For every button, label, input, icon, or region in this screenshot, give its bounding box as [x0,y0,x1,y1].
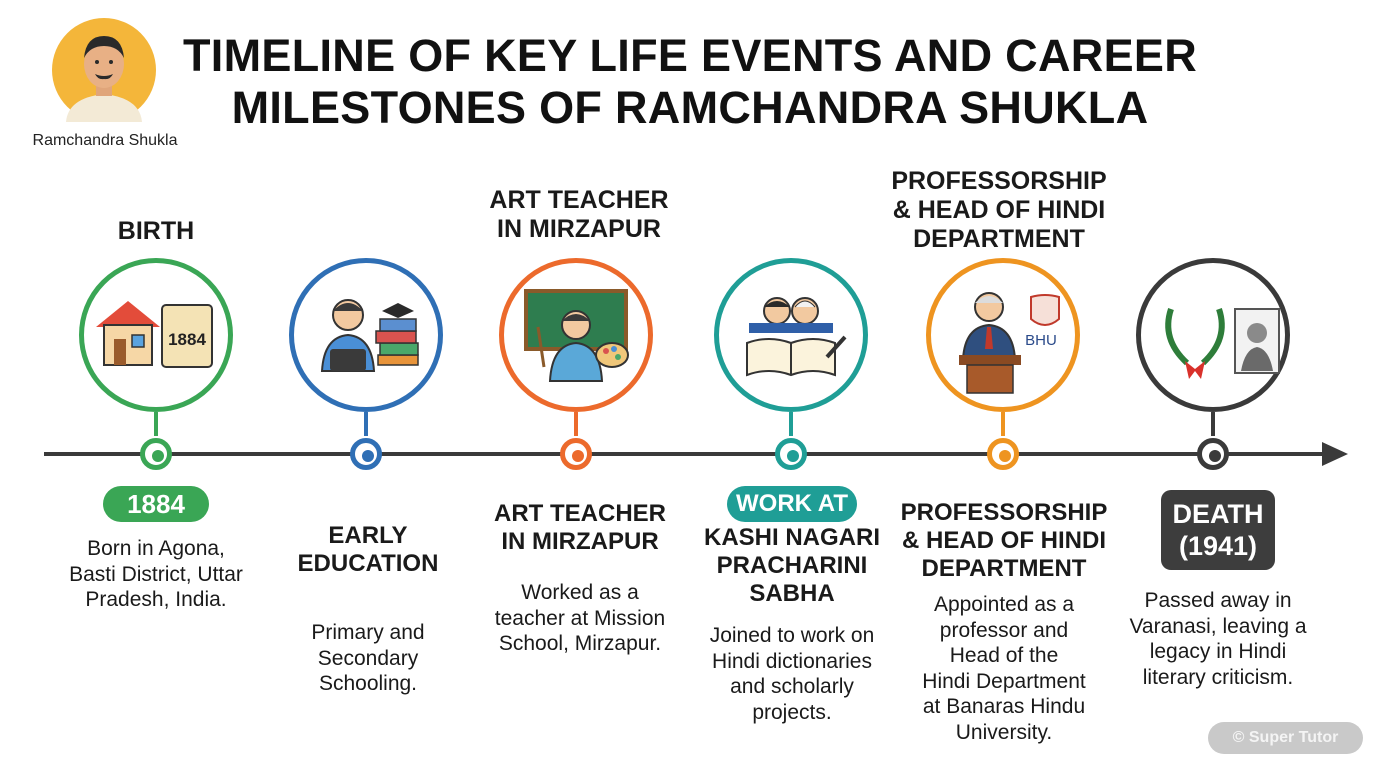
stem-6 [1211,412,1215,436]
title-line-1: TIMELINE OF KEY LIFE EVENTS AND CAREER [183,30,1197,81]
title-line-2: MILESTONES OF RAMCHANDRA SHUKLA [231,82,1149,133]
event-description-kashi-nagari: Joined to work on Hindi dictionaries and scholarly projects. [709,624,875,724]
stem-2 [364,412,368,436]
stem-3 [574,412,578,436]
event-heading-art-teacher: ART TEACHER IN MIRZAPUR [494,500,666,555]
timeline-node-2 [350,438,382,470]
event-description-birth: Born in Agona, Basti District, Uttar Pradesh, India. [69,537,243,611]
event-description-art-teacher: Worked as a teacher at Mission School, Mirzapur. [494,581,666,655]
top-label-art-teacher: ART TEACHER IN MIRZAPUR [489,186,669,243]
event-description-early-education: Primary and Secondary Schooling. [311,621,425,695]
professor-at-podium-icon [926,258,1080,412]
timeline-node-5 [987,438,1019,470]
year-badge-birth: 1884 [103,486,209,522]
stem-4 [789,412,793,436]
stem-1 [154,412,158,436]
svg-text:1884: 1884 [168,330,206,349]
house-and-scroll-icon [79,258,233,412]
wreath-and-portrait-icon [1136,258,1290,412]
badge-death: DEATH (1941) [1161,490,1275,570]
stem-5 [1001,412,1005,436]
scholars-and-book-icon [714,258,868,412]
event-description-professorship: Appointed as a professor and Head of the Hindi Department at Banaras Hindu University. [922,593,1086,744]
top-label-professorship: PROFESSORSHIP & HEAD OF HINDI DEPARTMENT [891,167,1107,253]
event-heading-professorship: PROFESSORSHIP & HEAD OF HINDI DEPARTMENT [900,499,1108,582]
watermark: © Super Tutor [1208,722,1363,754]
timeline-node-1 [140,438,172,470]
event-heading-kashi-nagari: KASHI NAGARI PRACHARINI SABHA [703,524,880,607]
timeline-node-3 [560,438,592,470]
event-description-death: Passed away in Varanasi, leaving a legacy in Hindi literary criticism. [1129,589,1307,689]
page-title [170,30,1210,134]
student-with-books-icon [289,258,443,412]
timeline-axis [44,452,1334,456]
event-heading-early-education: EARLY EDUCATION [297,522,439,577]
timeline-node-6 [1197,438,1229,470]
portrait-avatar [52,18,156,122]
timeline-node-4 [775,438,807,470]
top-label-birth: BIRTH [117,217,195,245]
teacher-with-palette-icon [499,258,653,412]
portrait-label: Ramchandra Shukla [32,132,178,149]
svg-text:BHU: BHU [1025,332,1057,349]
badge-work-at: WORK AT [727,486,857,522]
timeline-arrow-icon [1322,442,1348,466]
